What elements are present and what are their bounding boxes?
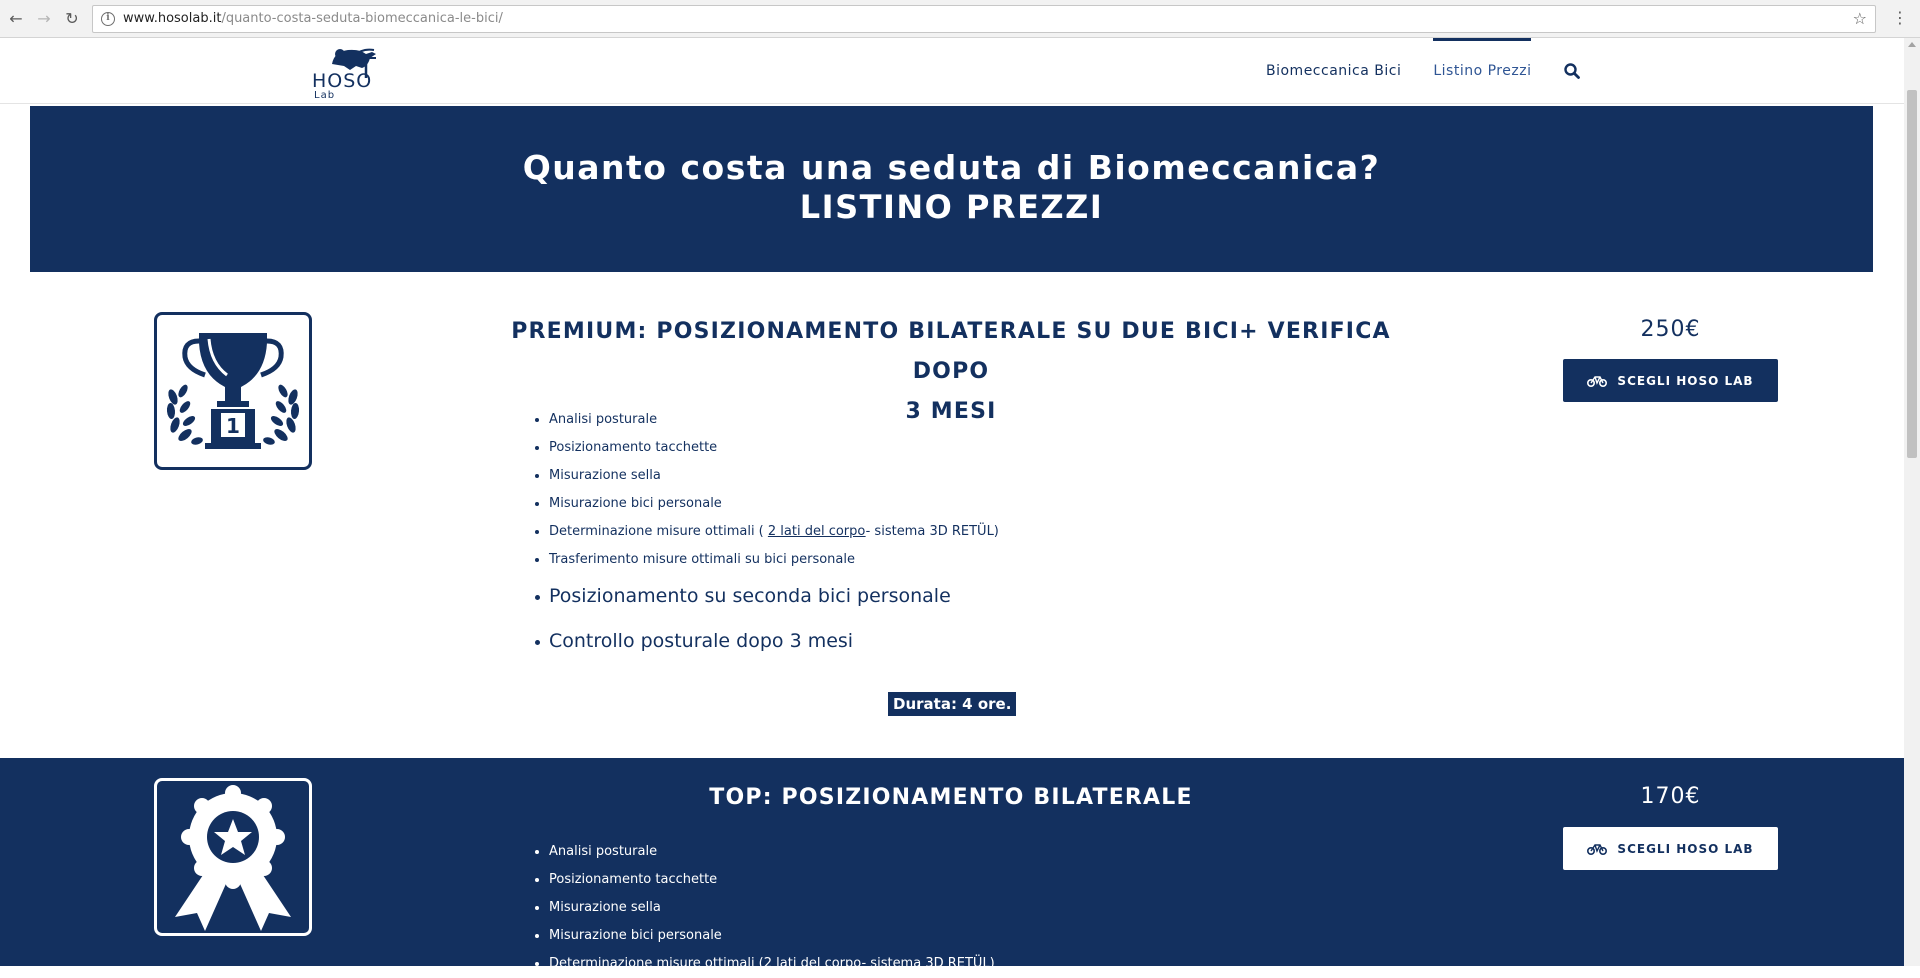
feature-item: Misurazione sella bbox=[549, 894, 995, 922]
package-price: 170€ bbox=[1640, 784, 1701, 809]
feature-item: Misurazione bici personale bbox=[549, 922, 995, 950]
site-header bbox=[0, 38, 1904, 104]
feature-list bbox=[549, 406, 999, 664]
hero-title: Quanto costa una seduta di Biomeccanica? bbox=[522, 148, 1381, 187]
forward-icon[interactable]: → bbox=[37, 9, 51, 28]
bicycle-icon bbox=[1587, 375, 1607, 387]
search-icon[interactable] bbox=[1563, 62, 1581, 80]
trophy-icon bbox=[154, 312, 312, 470]
nav-biomeccanica-bici[interactable]: Biomeccanica Bici bbox=[1266, 63, 1402, 79]
main-navigation bbox=[1266, 38, 1581, 104]
hoso-lab-logo[interactable] bbox=[310, 44, 386, 100]
package-top bbox=[0, 758, 1904, 971]
svg-text:1: 1 bbox=[226, 414, 240, 438]
cta-label: SCEGLI HOSO LAB bbox=[1617, 841, 1754, 856]
feature-list bbox=[549, 838, 995, 978]
address-bar[interactable] bbox=[92, 5, 1876, 33]
scrollbar-thumb[interactable] bbox=[1907, 90, 1917, 458]
menu-icon[interactable]: ⋮ bbox=[1892, 8, 1908, 27]
url-host: www.hosolab.it bbox=[123, 11, 222, 26]
logo-text: HOSO bbox=[312, 70, 373, 92]
package-title-line1: PREMIUM: POSIZIONAMENTO BILATERALE SU DUE BICI+ VERIFICA DOPO bbox=[511, 319, 1391, 384]
feature-item: Posizionamento su seconda bici personale bbox=[549, 574, 999, 619]
url-path: /quanto-costa-seduta-biomeccanica-le-bici/ bbox=[221, 11, 503, 26]
feature-item: Trasferimento misure ottimali su bici personale bbox=[549, 546, 999, 574]
feature-item: Controllo posturale dopo 3 mesi bbox=[549, 619, 999, 664]
feature-item bbox=[549, 950, 995, 978]
scroll-up-icon[interactable] bbox=[1908, 42, 1916, 47]
package-title-line2: 3 MESI bbox=[905, 399, 997, 424]
star-icon[interactable]: ☆ bbox=[1852, 9, 1867, 28]
feature-item: Posizionamento tacchette bbox=[549, 434, 999, 462]
feature-item: Analisi posturale bbox=[549, 406, 999, 434]
feature-item: Misurazione sella bbox=[549, 462, 999, 490]
feature-text: - sistema 3D RETÜL) bbox=[861, 956, 995, 971]
feature-item: Posizionamento tacchette bbox=[549, 866, 995, 894]
nav-listino-prezzi[interactable]: Listino Prezzi bbox=[1433, 38, 1531, 104]
package-premium bbox=[0, 272, 1904, 758]
lati-del-corpo-link[interactable]: 2 lati del corpo bbox=[767, 524, 866, 539]
choose-hoso-lab-button[interactable] bbox=[1563, 359, 1778, 402]
feature-text: Determinazione misure ottimali ( bbox=[549, 524, 768, 539]
feature-item: Misurazione bici personale bbox=[549, 490, 999, 518]
info-icon[interactable]: i bbox=[101, 12, 115, 26]
hero-banner bbox=[30, 106, 1873, 272]
feature-item: Analisi posturale bbox=[549, 838, 995, 866]
hero-subtitle: LISTINO PREZZI bbox=[799, 188, 1104, 226]
logo-subtext: Lab bbox=[314, 90, 336, 100]
browser-toolbar bbox=[0, 0, 1920, 38]
lati-del-corpo-link[interactable]: 2 lati del corpo bbox=[763, 956, 862, 971]
bicycle-icon bbox=[1587, 843, 1607, 855]
reload-icon[interactable]: ↻ bbox=[65, 9, 79, 28]
feature-text: Determinazione misure ottimali ( bbox=[549, 956, 764, 971]
address-url[interactable] bbox=[123, 11, 503, 26]
feature-item bbox=[549, 518, 999, 546]
package-title: TOP: POSIZIONAMENTO BILATERALE bbox=[709, 785, 1193, 810]
package-price: 250€ bbox=[1640, 317, 1701, 342]
cta-label: SCEGLI HOSO LAB bbox=[1617, 373, 1754, 388]
duration-label: Durata: 4 ore. bbox=[888, 692, 1016, 716]
choose-hoso-lab-button[interactable] bbox=[1563, 827, 1778, 870]
back-icon[interactable]: ← bbox=[9, 9, 23, 28]
page-scrollbar[interactable] bbox=[1904, 38, 1920, 966]
feature-text: - sistema 3D RETÜL) bbox=[865, 524, 999, 539]
rosette-star-icon bbox=[154, 778, 312, 936]
